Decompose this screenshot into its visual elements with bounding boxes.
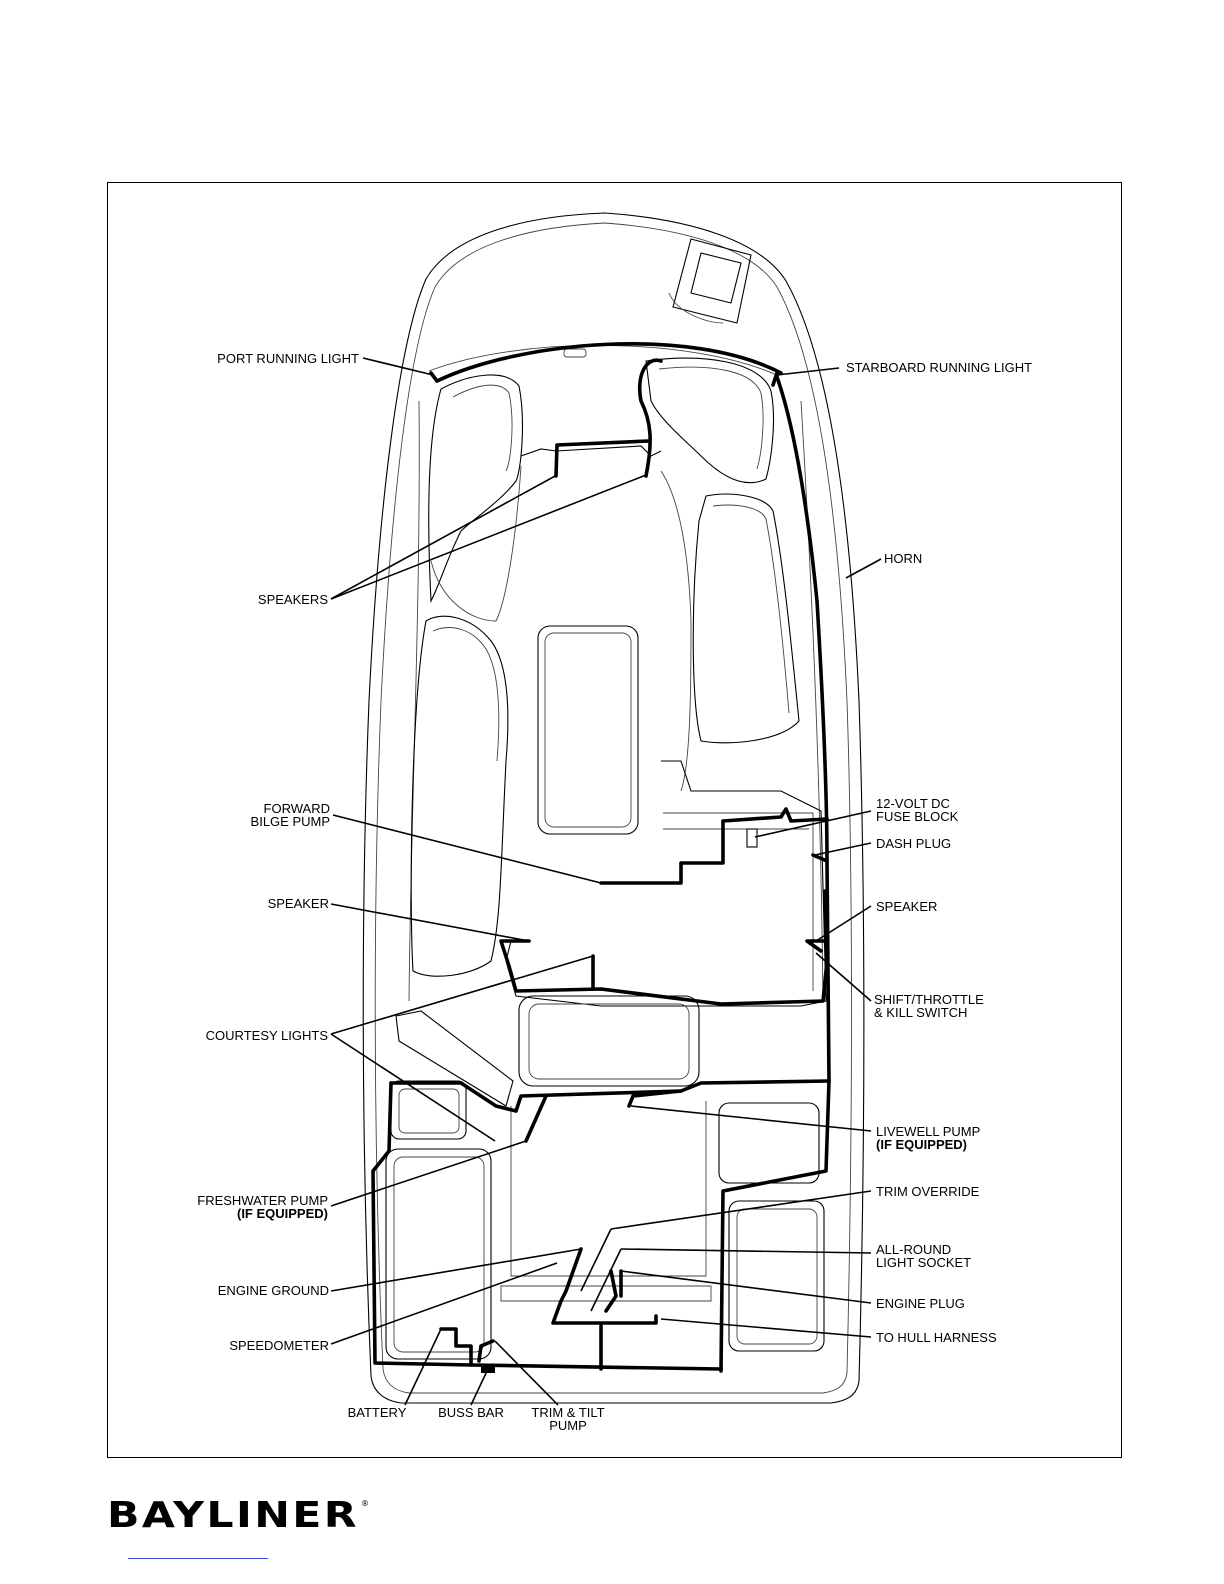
- link-underline: [128, 1558, 268, 1559]
- label-engine-ground: ENGINE GROUND: [217, 1283, 329, 1298]
- label-trim-tilt-1: TRIM & TILT: [531, 1405, 605, 1420]
- label-port-running-light: PORT RUNNING LIGHT: [217, 351, 359, 366]
- label-courtesy-lights: COURTESY LIGHTS: [205, 1028, 328, 1043]
- port-aft-run: [373, 1083, 471, 1365]
- bow-seat-starboard: [646, 358, 799, 791]
- center-deck: [411, 616, 638, 976]
- label-shift-throttle-1: SHIFT/THROTTLE: [874, 992, 984, 1007]
- bow-seat-port: [429, 375, 661, 621]
- diagram-frame: [107, 182, 1122, 1458]
- label-to-hull-harness: TO HULL HARNESS: [876, 1330, 997, 1345]
- label-fuse-block-2: FUSE BLOCK: [876, 809, 959, 824]
- bayliner-logo: [107, 1496, 369, 1532]
- label-battery: BATTERY: [347, 1405, 407, 1420]
- label-shift-throttle-2: & KILL SWITCH: [874, 1005, 968, 1020]
- wiring-harness: [373, 344, 829, 1373]
- label-forward-bilge-pump-2: BILGE PUMP: [250, 814, 330, 829]
- label-all-round-1: ALL-ROUND: [876, 1242, 952, 1257]
- label-trim-tilt-2: PUMP: [549, 1418, 587, 1433]
- label-dash-plug: DASH PLUG: [876, 836, 952, 851]
- label-speakers: SPEAKERS: [257, 592, 328, 607]
- registered-mark: ®: [361, 1499, 369, 1508]
- bayliner-logo-text: BAYLINER: [107, 1496, 359, 1532]
- label-livewell-pump-1: LIVEWELL PUMP: [876, 1124, 981, 1139]
- label-freshwater-pump-1: FRESHWATER PUMP: [197, 1193, 328, 1208]
- label-forward-bilge-pump-1: FORWARD: [263, 801, 330, 816]
- label-horn: HORN: [884, 551, 923, 566]
- label-speaker-left: SPEAKER: [267, 896, 329, 911]
- label-speaker-right: SPEAKER: [876, 899, 938, 914]
- bow-hatch: [564, 239, 751, 357]
- labels: [197, 351, 1032, 1433]
- label-speedometer: SPEEDOMETER: [229, 1338, 329, 1353]
- label-freshwater-pump-2: (IF EQUIPPED): [236, 1206, 328, 1221]
- label-fuse-block-1: 12-VOLT DC: [876, 796, 950, 811]
- label-livewell-pump-2: (IF EQUIPPED): [876, 1137, 968, 1152]
- label-all-round-2: LIGHT SOCKET: [876, 1255, 972, 1270]
- label-trim-override: TRIM OVERRIDE: [876, 1184, 980, 1199]
- hull-outline: [363, 213, 864, 1403]
- label-starboard-running-light: STARBOARD RUNNING LIGHT: [846, 360, 1033, 375]
- aft-cockpit: [386, 996, 824, 1359]
- label-engine-plug: ENGINE PLUG: [876, 1296, 965, 1311]
- label-buss-bar: BUSS BAR: [438, 1405, 504, 1420]
- boat-wiring-diagram: [108, 183, 1123, 1459]
